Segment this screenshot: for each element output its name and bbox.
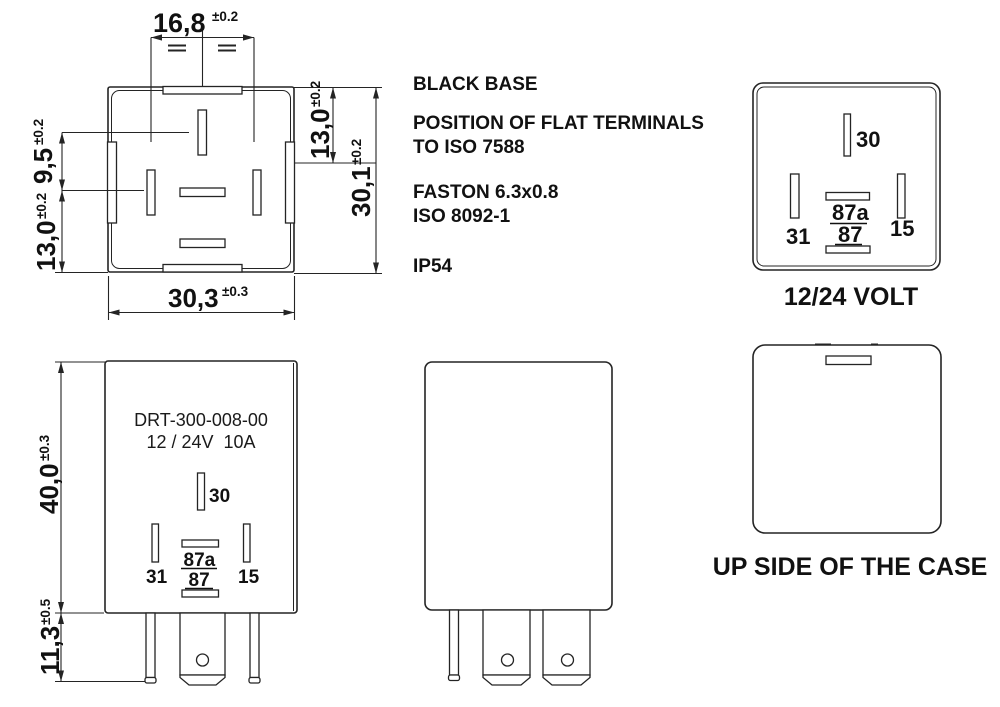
- slot-87: [180, 239, 225, 248]
- voltage-caption: 12/24 VOLT: [783, 283, 919, 311]
- dim-body-height-tol: ±0.3: [37, 434, 52, 461]
- pin-a-hole: [502, 654, 514, 666]
- label-31: 31: [786, 224, 811, 249]
- dim-top-width-value: 16,8: [153, 8, 206, 38]
- relay-body-outline: [425, 362, 612, 610]
- note-position-line2: TO ISO 7588: [413, 137, 525, 158]
- note-position-line1: POSITION OF FLAT TERMINALS: [413, 113, 704, 134]
- top-edge-notch: [163, 87, 242, 95]
- pin-b-hole: [562, 654, 574, 666]
- dim-top-width-tol: ±0.2: [212, 9, 239, 24]
- label-15: 15: [890, 216, 915, 241]
- pin-right: [250, 613, 259, 678]
- top-slot: [826, 356, 871, 365]
- case-top-view-drawing: [700, 335, 1000, 590]
- left-edge-slot: [108, 142, 117, 223]
- pin-right-tip: [249, 678, 260, 684]
- dim-right-offset-value: 13,0: [305, 108, 335, 159]
- case-caption: UP SIDE OF THE CASE: [712, 553, 988, 581]
- side-view-drawing: [415, 350, 625, 695]
- note-iso: ISO 8092-1: [413, 206, 511, 227]
- label-30: 30: [856, 127, 881, 152]
- slot-15: [253, 170, 261, 215]
- terminal-layout-drawing: [745, 78, 995, 318]
- slot-30: [198, 110, 207, 155]
- dim-body-height-value: 40,0: [34, 463, 64, 514]
- dimension-labels: [34, 434, 65, 675]
- slot-31: [791, 174, 800, 218]
- dim-bottom-width-value: 30,3: [168, 283, 219, 313]
- right-edge-slot: [286, 142, 295, 223]
- dim-left-upper-tol: ±0.2: [31, 118, 46, 145]
- slot-30: [198, 473, 205, 510]
- note-black-base: BLACK BASE: [413, 74, 538, 95]
- dim-right-height-value: 30,1: [346, 166, 376, 217]
- part-number: DRT-300-008-00: [134, 410, 268, 430]
- slot-31: [152, 524, 159, 562]
- rating-text: 12 / 24V 10A: [146, 432, 256, 452]
- label-31: 31: [146, 567, 168, 588]
- pin-wide-b-tip: [543, 675, 590, 685]
- slot-87: [182, 590, 219, 597]
- pin-hole: [197, 654, 209, 666]
- pins: [449, 610, 591, 685]
- dim-right-height-tol: ±0.2: [349, 138, 364, 165]
- slot-15: [244, 524, 251, 562]
- label-87a: 87a: [183, 550, 216, 571]
- pin-left: [146, 613, 155, 678]
- label-87a: 87a: [832, 200, 869, 225]
- bottom-view-drawing: [0, 0, 395, 335]
- slot-87a: [180, 188, 225, 197]
- dim-left-upper-value: 9,5: [28, 147, 58, 184]
- pin-left-tip: [145, 678, 156, 684]
- front-view-drawing: [25, 350, 385, 700]
- note-ip-rating: IP54: [413, 256, 453, 277]
- dim-bottom-width-tol: ±0.3: [222, 284, 249, 299]
- pin-center-tip: [180, 675, 225, 685]
- dim-right-offset-tol: ±0.2: [308, 80, 323, 107]
- label-87: 87: [838, 222, 863, 247]
- slot-31: [147, 170, 155, 215]
- slot-87a: [182, 540, 219, 547]
- case-outline: [753, 345, 941, 533]
- pin-wide-a-tip: [483, 675, 530, 685]
- dim-left-lower-tol: ±0.2: [34, 192, 49, 219]
- slot-15: [898, 174, 906, 218]
- pins: [145, 613, 260, 685]
- dim-pin-length-value: 11,3: [35, 625, 65, 675]
- label-30: 30: [209, 486, 231, 507]
- label-15: 15: [238, 567, 260, 588]
- slot-30: [844, 114, 851, 156]
- dim-pin-length-tol: ±0.5: [38, 598, 53, 625]
- note-faston: FASTON 6.3x0.8: [413, 182, 559, 203]
- bottom-edge-notch: [163, 265, 242, 273]
- label-87: 87: [188, 570, 210, 591]
- slot-87a: [826, 193, 870, 201]
- pin-thin: [450, 610, 459, 675]
- dim-left-lower-value: 13,0: [31, 220, 61, 271]
- pin-thin-tip: [449, 675, 460, 681]
- slot-87: [826, 246, 870, 253]
